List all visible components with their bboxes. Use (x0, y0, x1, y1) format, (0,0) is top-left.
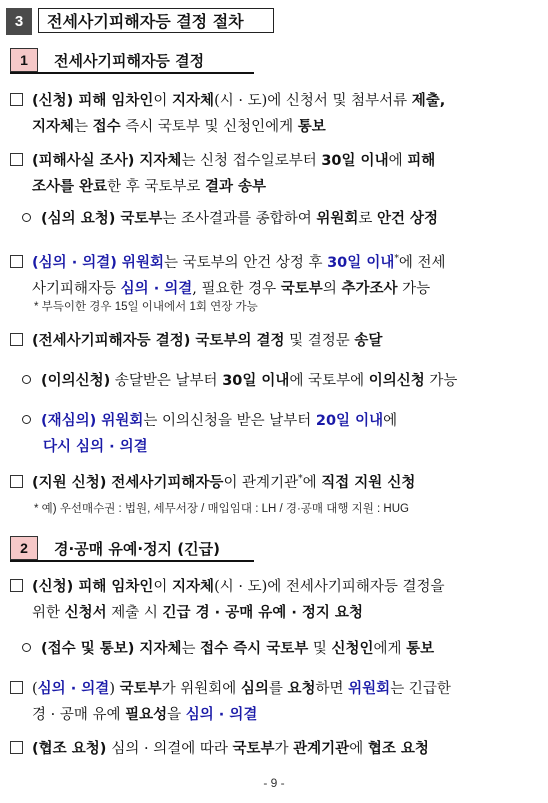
item-support-application: (지원 신청) 전세사기피해자등이 관계기관*에 직접 지원 신청 (10, 466, 540, 496)
subsection-2-underline (10, 560, 254, 562)
item-urgent-application: (신청) 피해 임차인이 지자체(시 · 도)에 전세사기피해자등 결정을 위한 신청서 제출 시 긴급 경 · 공매 유예 · 정지 요청 (10, 574, 540, 626)
item-re-review: (재심의) 위원회는 이의신청을 받은 날부터 20일 이내에 다시 심의 · 의결 (10, 408, 540, 460)
subsection-1-number: 1 (10, 48, 38, 72)
subsection-2-number: 2 (10, 536, 38, 560)
item-damage-investigation: (피해사실 조사) 지자체는 신청 접수일로부터 30일 이내에 피해 조사를 완료한 후 국토부로 결과 송부 (10, 148, 540, 200)
subsection-1-underline (10, 72, 254, 74)
item-application: (신청) 피해 임차인이 지자체(시 · 도)에 신청서 및 첨부서류 제출, 지자체는 접수 즉시 국토부 및 신청인에게 통보 (10, 88, 540, 140)
checkbox-square-icon (10, 333, 23, 346)
bullet-circle-icon (22, 415, 31, 424)
subsection-2-title: 경·공매 유예·정지 (긴급) (54, 540, 220, 558)
item-victim-decision: (전세사기피해자등 결정) 국토부의 결정 및 결정문 송달 (10, 328, 540, 354)
item-objection: (이의신청) 송달받은 날부터 30일 이내에 국토부에 이의신청 가능 (10, 368, 540, 394)
footnote-agencies: * 예) 우선매수권 : 법원, 세무서장 / 매입임대 : LH / 경·공매 대행 지원 : HUG (34, 503, 409, 515)
item-review-request: (심의 요청) 국토부는 조사결과를 종합하여 위원회로 안건 상정 (10, 206, 540, 232)
checkbox-square-icon (10, 255, 23, 268)
section-number: 3 (6, 8, 32, 35)
checkbox-square-icon (10, 681, 23, 694)
checkbox-square-icon (10, 93, 23, 106)
item-review-resolution: (심의 · 의결) 위원회는 국토부의 안건 상정 후 30일 이내*에 전세 사기피해자등 심의 · 의결, 필요한 경우 국토부의 추가조사 가능 (10, 246, 540, 302)
bullet-circle-icon (22, 643, 31, 652)
footnote-extension: * 부득이한 경우 15일 이내에서 1회 연장 가능 (34, 301, 258, 313)
bullet-circle-icon (22, 375, 31, 384)
section-title: 전세사기피해자등 결정 절차 (38, 8, 274, 33)
subsection-1-title: 전세사기피해자등 결정 (54, 52, 205, 70)
item-cooperation-request: (협조 요청) 심의 · 의결에 따라 국토부가 관계기관에 협조 요청 (10, 736, 540, 762)
page-number: - 9 - (263, 776, 285, 790)
item-receipt-notification: (접수 및 통보) 지자체는 접수 즉시 국토부 및 신청인에게 통보 (10, 636, 540, 662)
checkbox-square-icon (10, 153, 23, 166)
checkbox-square-icon (10, 741, 23, 754)
checkbox-square-icon (10, 579, 23, 592)
bullet-circle-icon (22, 213, 31, 222)
item-urgent-review: (심의 · 의결) 국토부가 위원회에 심의를 요청하면 위원회는 긴급한 경 · 공매 유예 필요성을 심의 · 의결 (10, 676, 540, 728)
checkbox-square-icon (10, 475, 23, 488)
